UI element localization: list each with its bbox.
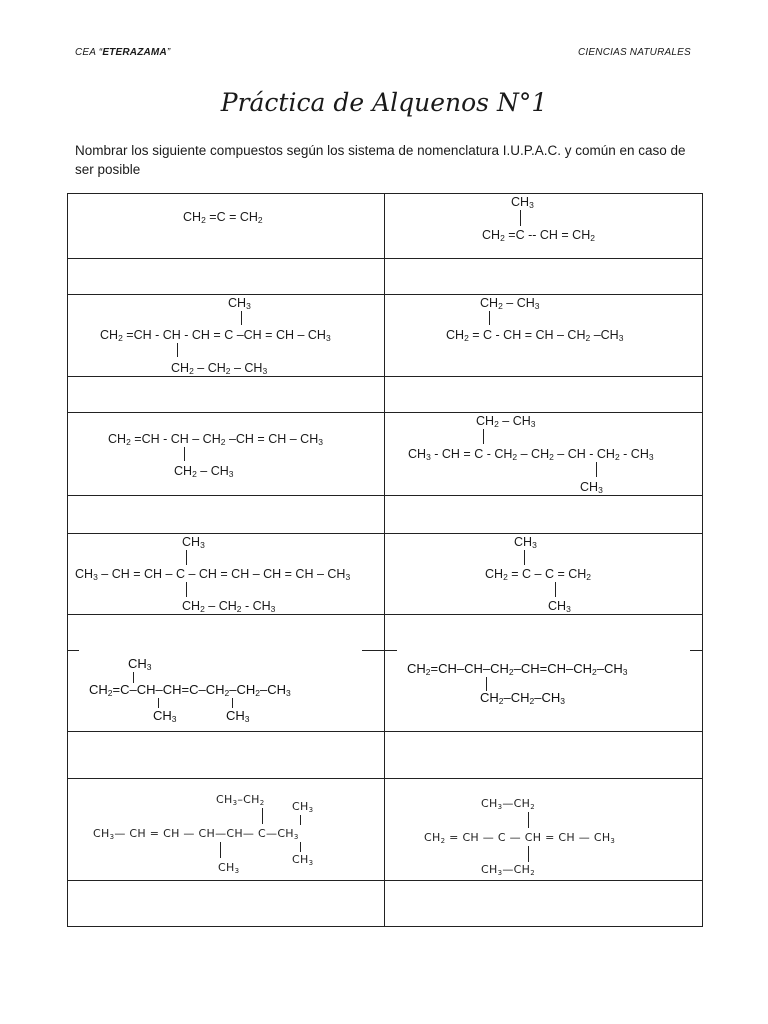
header-school-name: ETERAZAMA [102, 47, 167, 58]
page-title: Práctica de Alquenos N°1 [220, 88, 548, 117]
instructions: Nombrar los siguiente compuestos según los sistema de nomenclatura I.U.P.A.C. y común en caso de ser posible [75, 143, 686, 177]
header-left [75, 47, 170, 58]
header-right: CIENCIAS NATURALES [578, 47, 691, 58]
header-left-suffix: ” [166, 47, 171, 58]
header-left-prefix: CEA “ [75, 47, 103, 58]
